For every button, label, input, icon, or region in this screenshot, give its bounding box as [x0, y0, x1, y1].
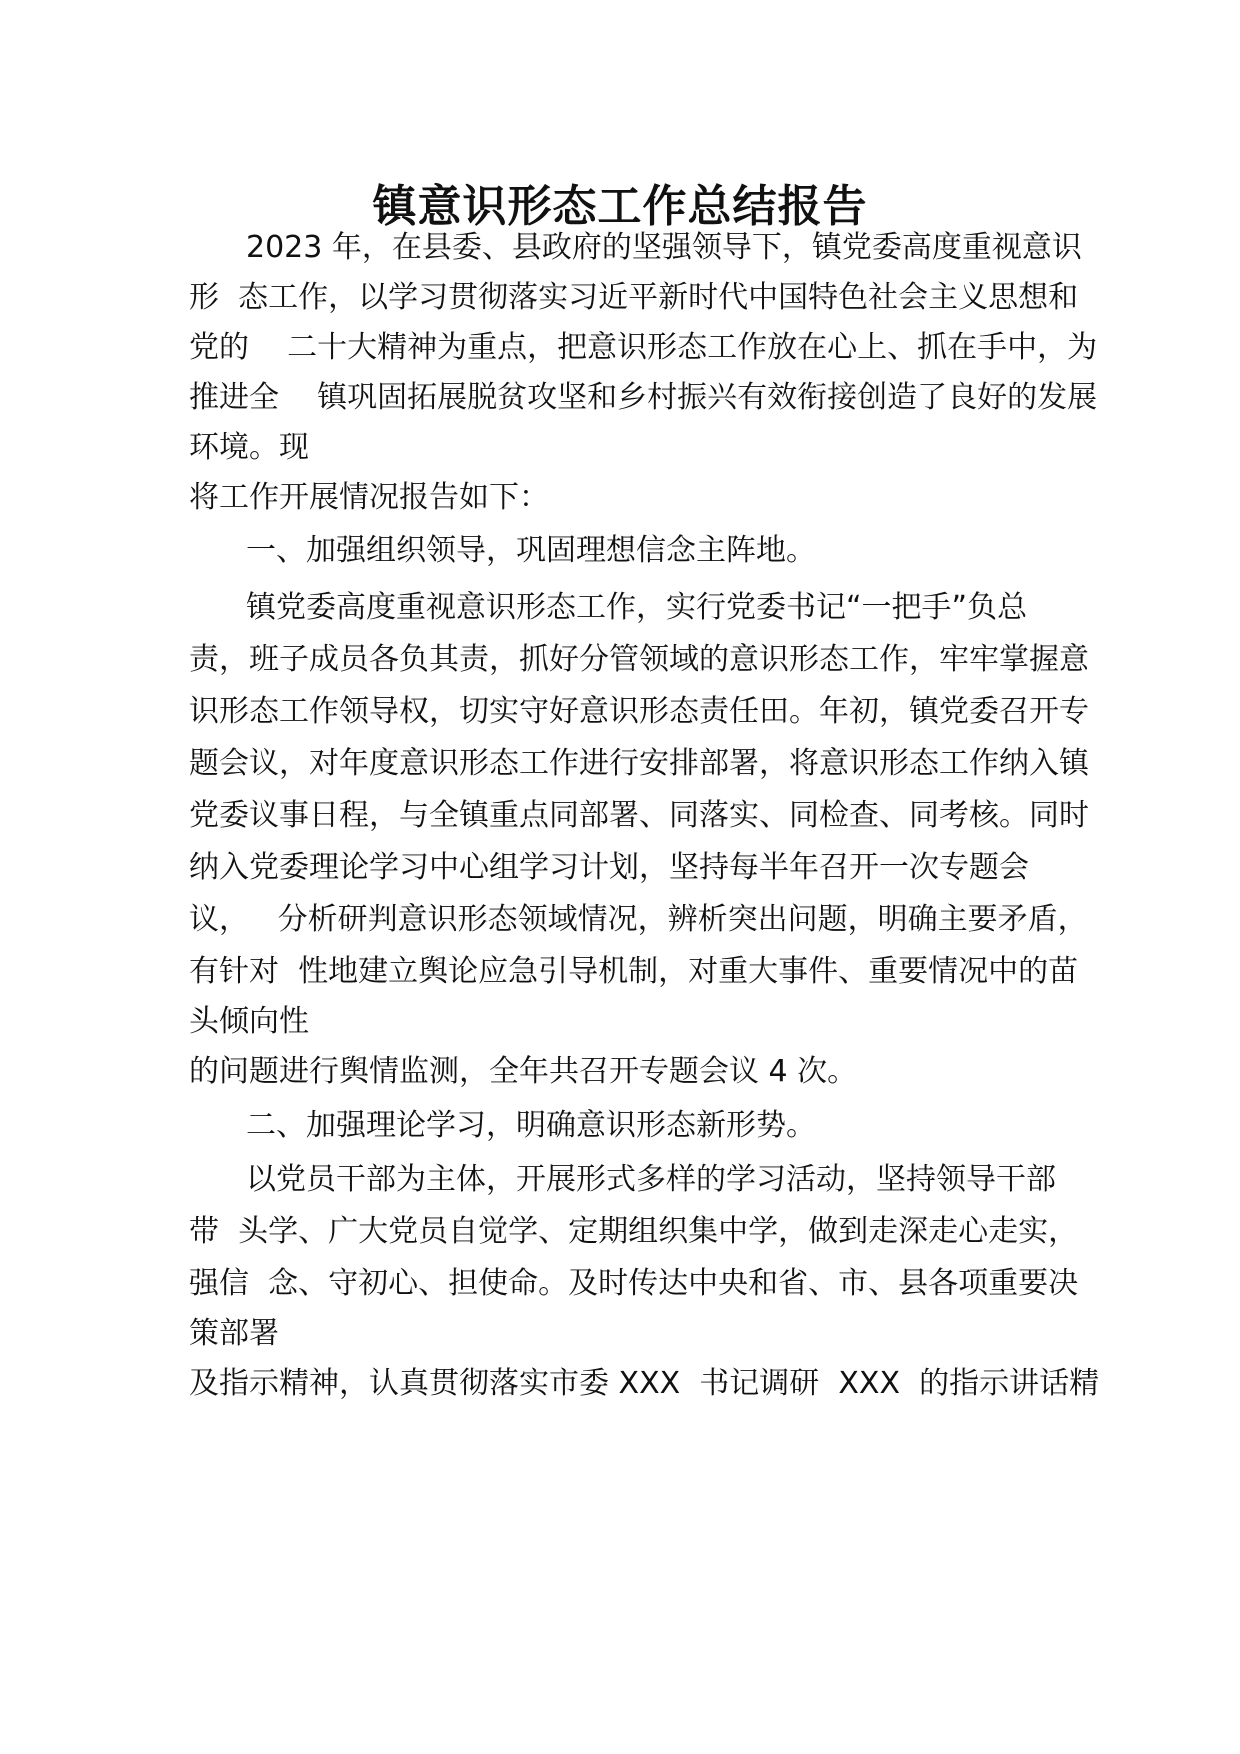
paragraph-line: 识形态工作领导权，切实守好意识形态责任田。年初，镇党委召开专	[189, 694, 1089, 729]
paragraph-line: 将工作开展情况报告如下：	[189, 480, 549, 515]
paragraph-line: 责，班子成员各负其责，抓好分管领域的意识形态工作，牢牢掌握意	[189, 642, 1089, 677]
section-heading: 二、加强理论学习，明确意识形态新形势。	[246, 1108, 816, 1143]
paragraph-line: 及指示精神，认真贯彻落实市委 XXX 书记调研 XXX 的指示讲话精	[189, 1366, 1100, 1401]
paragraph-line: 推进全 镇巩固拓展脱贫攻坚和乡村振兴有效衔接创造了良好的发展	[189, 380, 1098, 415]
paragraph-line: 环境。现	[189, 430, 309, 465]
paragraph-line: 党的 二十大精神为重点，把意识形态工作放在心上、抓在手中，为	[189, 330, 1098, 365]
section-heading: 一、加强组织领导，巩固理想信念主阵地。	[246, 533, 816, 568]
paragraph-line: 纳入党委理论学习中心组学习计划，坚持每半年召开一次专题会	[189, 850, 1029, 885]
paragraph-line: 党委议事日程，与全镇重点同部署、同落实、同检查、同考核。同时	[189, 798, 1089, 833]
paragraph-line: 带 头学、广大党员自觉学、定期组织集中学，做到走深走心走实，	[189, 1214, 1079, 1249]
paragraph-line: 强信 念、守初心、担使命。及时传达中央和省、市、县各项重要决	[189, 1266, 1079, 1301]
paragraph-line: 议， 分析研判意识形态领域情况，辨析突出问题，明确主要矛盾，	[189, 902, 1088, 937]
paragraph-line: 的问题进行舆情监测，全年共召开专题会议 4 次。	[189, 1054, 858, 1089]
paragraph-line: 头倾向性	[189, 1004, 309, 1039]
document-title: 镇意识形态工作总结报告	[372, 181, 868, 232]
paragraph-line: 题会议，对年度意识形态工作进行安排部署，将意识形态工作纳入镇	[189, 746, 1089, 781]
paragraph-line: 镇党委高度重视意识形态工作，实行党委书记“一把手”负总	[246, 590, 1028, 625]
paragraph-line: 有针对 性地建立舆论应急引导机制，对重大事件、重要情况中的苗	[189, 954, 1079, 989]
paragraph-line: 形 态工作，以学习贯彻落实习近平新时代中国特色社会主义思想和	[189, 280, 1079, 315]
paragraph-line: 以党员干部为主体，开展形式多样的学习活动，坚持领导干部	[246, 1162, 1056, 1197]
paragraph-line: 2023 年，在县委、县政府的坚强领导下，镇党委高度重视意识	[246, 230, 1082, 265]
paragraph-line: 策部署	[189, 1316, 279, 1351]
